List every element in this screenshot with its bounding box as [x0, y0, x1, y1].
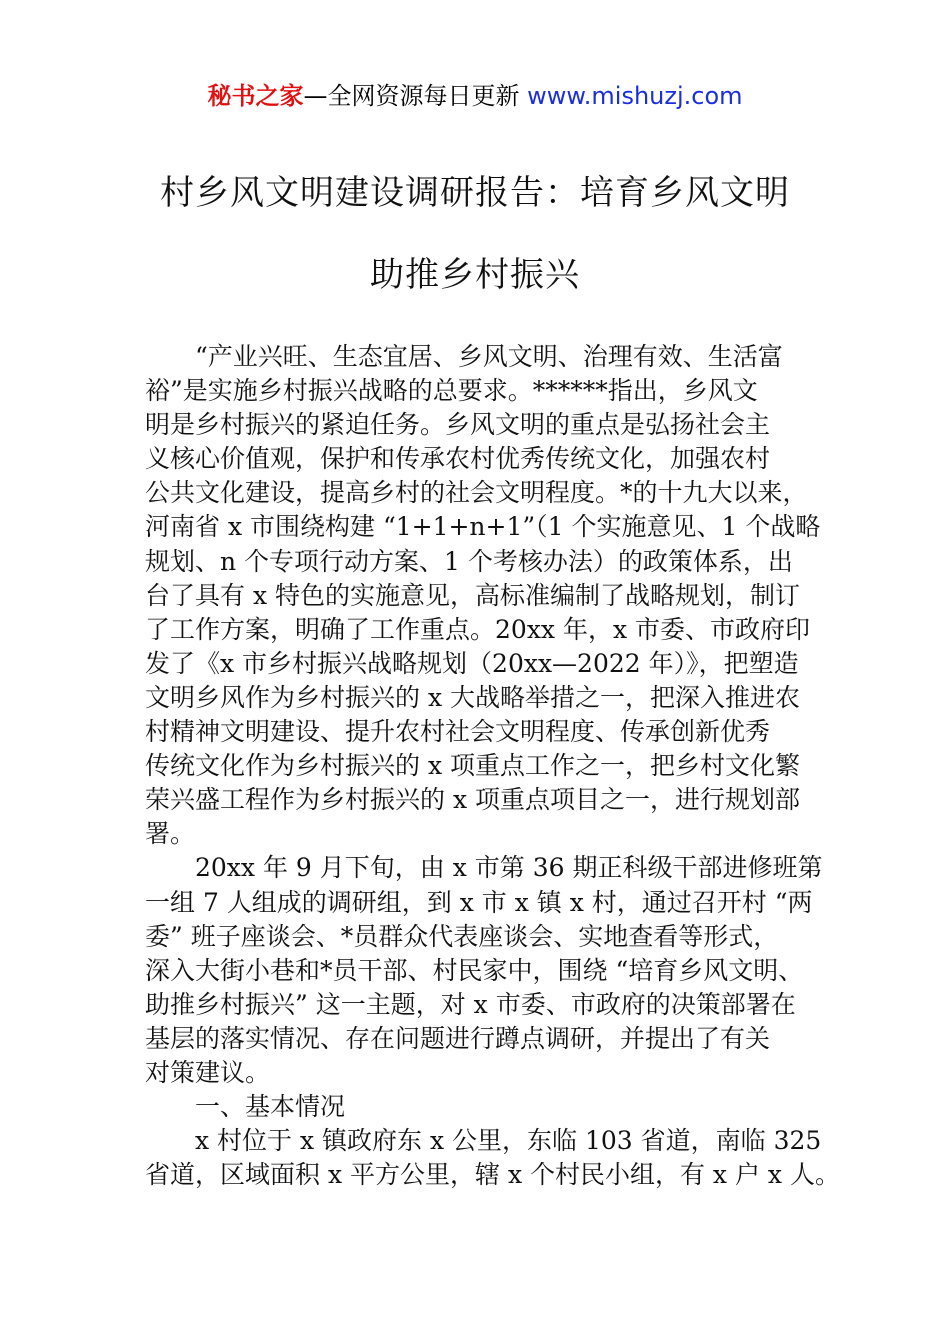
- body-line: 文明乡风作为乡村振兴的 x 大战略举措之一，把深入推进农: [145, 682, 800, 712]
- body-line: 基层的落实情况、存在问题进行蹲点调研，并提出了有关: [145, 1023, 771, 1053]
- body-line: 20xx 年 9 月下旬，由 x 市第 36 期正科级干部进修班第: [195, 853, 823, 883]
- body-line: 台了具有 x 特色的实施意见，高标准编制了战略规划，制订: [145, 580, 800, 610]
- section-heading: 一、基本情况: [195, 1092, 346, 1122]
- body-line: 发了《x 市乡村振兴战略规划（20xx—2022 年）》，把塑造: [145, 648, 799, 678]
- body-line: 村精神文明建设、提升农村社会文明程度、传承创新优秀: [145, 717, 771, 747]
- body-line: 了工作方案，明确了工作重点。20xx 年，x 市委、市政府印: [145, 614, 811, 644]
- body-line: 助推乡村振兴” 这一主题，对 x 市委、市政府的决策部署在: [145, 989, 796, 1019]
- body-line: 委” 班子座谈会、*员群众代表座谈会、实地查看等形式，: [145, 921, 779, 951]
- body-line: 裕”是实施乡村振兴战略的总要求。******指出，乡风文: [145, 376, 758, 406]
- body-line: 河南省 x 市围绕构建 “1+1+n+1”（1 个实施意见、1 个战略: [145, 512, 821, 542]
- body-line: 公共文化建设，提高乡村的社会文明程度。*的十九大以来，: [145, 478, 808, 508]
- site-header: [0, 80, 950, 112]
- document-body: [145, 340, 840, 1192]
- body-line: x 村位于 x 镇政府东 x 公里，东临 103 省道，南临 325: [195, 1126, 822, 1156]
- site-url-link[interactable]: www.mishuzj.com: [527, 82, 743, 110]
- document-title: [0, 152, 950, 316]
- body-line: “产业兴旺、生态宜居、乡风文明、治理有效、生活富: [195, 342, 783, 371]
- title-line-2: 助推乡村振兴: [370, 255, 580, 295]
- brand-name: 秘书之家: [207, 82, 304, 110]
- body-line: 义核心价值观，保护和传承农村优秀传统文化，加强农村: [145, 444, 771, 474]
- body-line: 署。: [145, 819, 196, 849]
- body-line: 传统文化作为乡村振兴的 x 项重点工作之一，把乡村文化繁: [145, 751, 800, 781]
- site-slogan: —全网资源每日更新: [303, 82, 528, 110]
- body-line: 对策建议。: [145, 1057, 271, 1087]
- body-line: 明是乡村振兴的紧迫任务。乡风文明的重点是弘扬社会主: [145, 410, 771, 440]
- body-line: 荣兴盛工程作为乡村振兴的 x 项重点项目之一，进行规划部: [145, 785, 800, 815]
- title-line-1: 村乡风文明建设调研报告：培育乡风文明: [160, 173, 790, 213]
- body-line: 深入大街小巷和*员干部、村民家中，围绕 “培育乡风文明、: [145, 955, 804, 985]
- body-line: 一组 7 人组成的调研组，到 x 市 x 镇 x 村，通过召开村 “两: [145, 887, 813, 917]
- body-line: 省道，区域面积 x 平方公里，辖 x 个村民小组，有 x 户 x 人。: [145, 1160, 840, 1190]
- body-line: 规划、n 个专项行动方案、1 个考核办法）的政策体系，出: [145, 546, 793, 576]
